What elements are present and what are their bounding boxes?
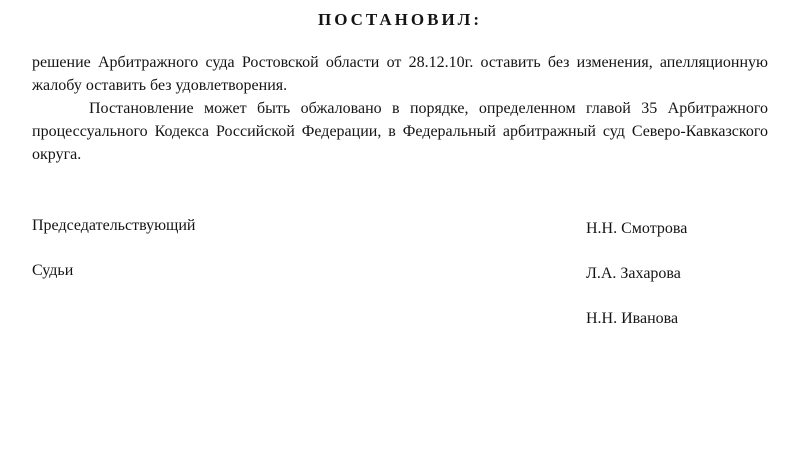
document-body [32,51,768,166]
judge-name: Л.А. Захарова [586,265,681,282]
paragraph-decision: решение Арбитражного суда Ростовской области от 28.12.10г. оставить без изменения, апелляционную жалобу оставить без удовлетворения. [32,54,768,94]
document-heading: ПОСТАНОВИЛ: [317,10,483,29]
paragraph-appeal-notice: Постановление может быть обжаловано в порядке, определенном главой 35 Арбитражного процессуального Кодекса Российской Федерации, в Федеральный арбитражный суд Северо-Кавказского округа. [32,100,768,163]
presiding-judge-name: Н.Н. Смотрова [586,220,688,237]
judge-name: Н.Н. Иванова [586,310,679,327]
presiding-judge-label: Председательствующий [32,217,196,234]
judges-label: Судьи [32,262,74,279]
